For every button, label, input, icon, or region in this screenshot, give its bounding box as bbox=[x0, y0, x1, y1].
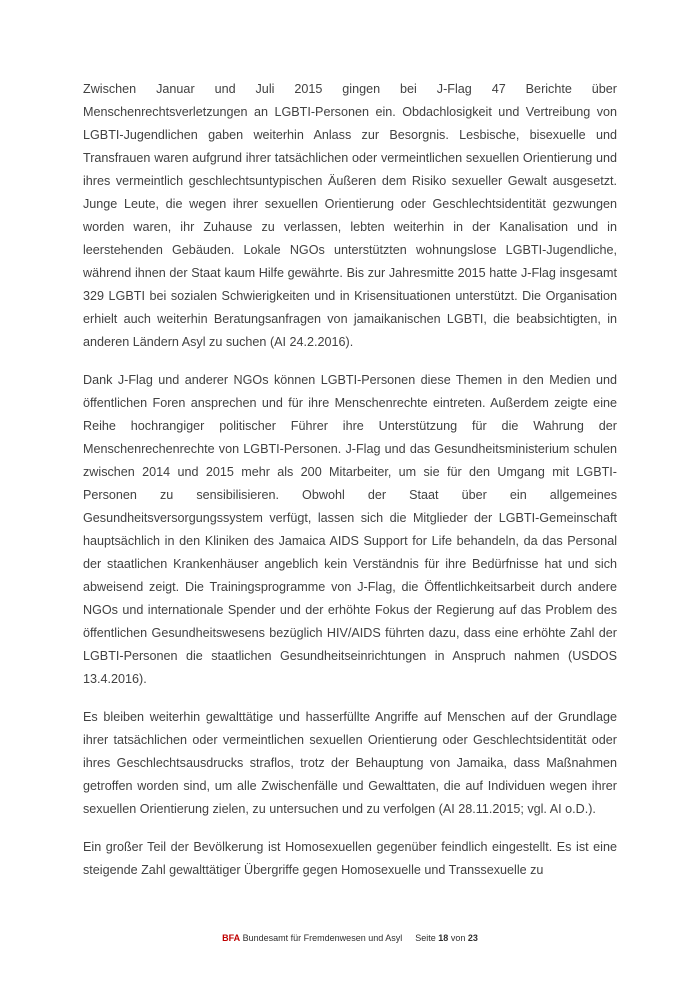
footer-of-label: von bbox=[450, 933, 466, 943]
footer-page-number: 18 bbox=[438, 933, 449, 943]
paragraph-incidents-report: Zwischen Januar und Juli 2015 gingen bei J-Flag 47 Berichte über Menschenrechtsverletzungen an LGBTI-Personen ein. Obdachlosigkeit und Vertreibung von LGBTI-Jugendlichen gaben weiterhin Anlass zur Besorgnis. Lesbische, bisexuelle und Transfrauen waren aufgrund ihrer tatsächlichen oder vermeintlichen sexuellen Orientierung und ihres vermeintlich geschlechtsuntypischen Äußeren dem Risiko sexueller Gewalt ausgesetzt. Junge Leute, die wegen ihrer sexuellen Orientierung oder Geschlechtsidentität gezwungen worden waren, ihr Zuhause zu verlassen, lebten weiterhin in der Kanalisation und in leerstehenden Gebäuden. Lokale NGOs unterstützten wohnungslose LGBTI-Jugendliche, während ihnen der Staat kaum Hilfe gewährte. Bis zur Jahresmitte 2015 hatte J-Flag insgesamt 329 LGBTI bei sozialen Schwierigkeiten und in Krisensituationen unterstützt. Die Organisation erhielt auch weiterhin Beratungsanfragen von jamaikanischen LGBTI, die beabsichtigten, in anderen Ländern Asyl zu suchen (AI 24.2.2016). bbox=[83, 82, 617, 349]
paragraph-public-hostility: Ein großer Teil der Bevölkerung ist Homosexuellen gegenüber feindlich eingestellt. Es ist eine steigende Zahl gewalttätiger Übergriffe gegen Homosexuelle und Transsexuelle zu bbox=[83, 840, 617, 877]
paragraph-ngo-health-support: Dank J-Flag und anderer NGOs können LGBTI-Personen diese Themen in den Medien und öffentlichen Foren ansprechen und für ihre Menschenrechte eintreten. Außerdem zeigte eine Reihe hochrangiger politischer Führer ihre Unterstützung für die Wahrung der Menschenrechenrechte von LGBTI-Personen. J-Flag und das Gesundheitsministerium schulen zwischen 2014 und 2015 mehr als 200 Mitarbeiter, um sie für den Umgang mit LGBTI-Personen zu sensibilisieren. Obwohl der Staat über ein allgemeines Gesundheitsversorgungssystem verfügt, lassen sich die Mitglieder der LGBTI-Gemeinschaft hauptsächlich in den Kliniken des Jamaica AIDS Support for Life behandeln, da das Personal der staatlichen Krankenhäuser angeblich kein Verständnis für ihre Bedürfnisse hat und sich abweisend zeigt. Die Trainingsprogramme von J-Flag, die Öffentlichkeitsarbeit durch andere NGOs und internationale Spender und der erhöhte Fokus der Regierung auf das Problem des öffentlichen Gesundheitswesens bezüglich HIV/AIDS führten dazu, dass eine erhöhte Zahl der LGBTI-Personen die staatlichen Gesundheitseinrichtungen in Anspruch nahmen (USDOS 13.4.2016). bbox=[83, 373, 617, 686]
page-footer bbox=[0, 932, 700, 944]
footer-org-abbreviation: BFA bbox=[222, 933, 241, 943]
paragraph-impunity: Es bleiben weiterhin gewalttätige und hasserfüllte Angriffe auf Menschen auf der Grundlage ihrer tatsächlichen oder vermeintlichen sexuellen Orientierung oder Geschlechtsidentität oder ihres Geschlechtsausdrucks straflos, trotz der Behauptung von Jamaika, dass Maßnahmen getroffen worden sind, um alle Zwischenfälle und Gewalttaten, die auf Individuen wegen ihrer sexuellen Orientierung zielen, zu untersuchen und zu verfolgen (AI 28.11.2015; vgl. AI o.D.). bbox=[83, 710, 617, 816]
footer-page-label: Seite bbox=[415, 933, 436, 943]
footer-org-name: Bundesamt für Fremdenwesen und Asyl bbox=[242, 933, 403, 943]
footer-total-pages: 23 bbox=[467, 933, 478, 943]
document-body bbox=[83, 78, 617, 897]
